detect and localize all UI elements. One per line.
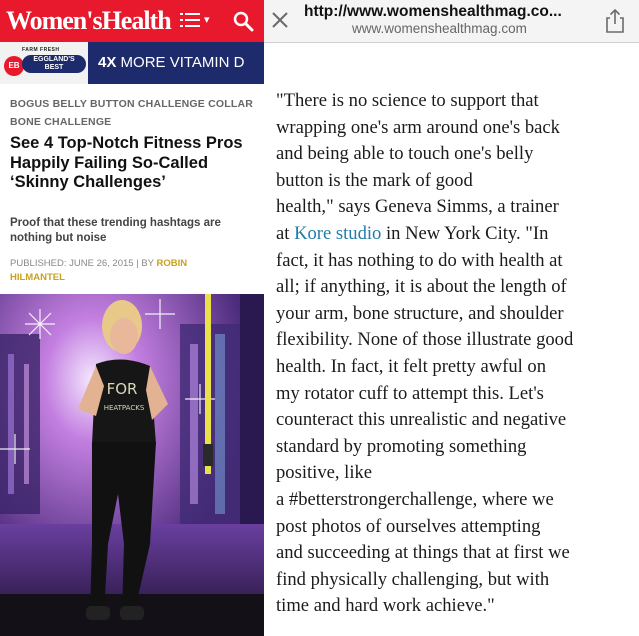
article-line: counteract this unrealistic and negative <box>276 409 567 431</box>
shirt-text-bottom: HEATPACKS <box>103 404 145 412</box>
ad-banner[interactable] <box>0 42 264 84</box>
article-line: wrapping one's arm around one's back <box>276 116 560 138</box>
shirt-text-top: FOR <box>106 380 138 398</box>
chevron-down-icon[interactable]: ▾ <box>204 14 210 26</box>
article-line: positive, like <box>276 462 373 484</box>
article-body <box>276 88 628 620</box>
article-line: flexibility. None of those illustrate good <box>276 329 574 351</box>
url-domain[interactable]: www.womenshealthmag.com <box>352 21 527 36</box>
link-prefix: at <box>276 222 295 244</box>
ad-headline <box>88 42 264 84</box>
article-line: and succeeding at things that at first we <box>276 542 570 564</box>
article-line: health," says Geneva Simms, a trainer <box>276 196 559 218</box>
url-title[interactable]: http://www.womenshealthmag.co... <box>304 3 562 20</box>
article-dek: Proof that these trending hashtags are nothing but noise <box>10 217 221 244</box>
article-line: your arm, bone structure, and shoulder <box>276 302 564 324</box>
article-line: fact, it has nothing to do with health at <box>276 249 563 271</box>
article-line: my rotator cuff to attempt this. Let's <box>276 382 544 404</box>
byline-separator: | <box>136 258 139 269</box>
author-last-name[interactable]: HILMANTEL <box>10 272 65 283</box>
ad-headline-bold: 4X <box>98 54 117 71</box>
menu-icon[interactable] <box>180 12 200 28</box>
ad-brand-line2: BEST <box>44 64 64 71</box>
link-suffix: in New York City. "In <box>381 222 549 244</box>
article-line: health. In fact, it felt pretty awful on <box>276 355 547 377</box>
article-line: a #betterstrongerchallenge, where we <box>276 488 554 510</box>
article-line: standard by promoting something <box>276 435 527 457</box>
mobile-article-screen <box>0 0 264 636</box>
published-date: PUBLISHED: JUNE 26, 2015 <box>10 258 134 269</box>
article-line: and being able to touch one's belly <box>276 143 534 165</box>
author-first-name[interactable]: ROBIN <box>156 258 188 269</box>
article-line: post photos of ourselves attempting <box>276 515 541 537</box>
article-line: time and hard work achieve." <box>276 595 495 617</box>
article-line: all; if anything, it is about the length of <box>276 276 567 298</box>
article-line: find physically challenging, but with <box>276 568 550 590</box>
byline-by: BY <box>141 258 154 269</box>
article-category[interactable]: BOGUS BELLY BUTTON CHALLENGE COLLAR BONE CHALLENGE <box>10 98 254 128</box>
site-logo[interactable]: Women'sHealth <box>6 6 171 35</box>
site-header <box>0 0 264 42</box>
browser-address-bar <box>264 0 639 43</box>
article-headline: See 4 Top-Notch Fitness Pros Happily Failing So-Called ‘Skinny Challenges’ <box>10 134 243 191</box>
search-icon[interactable] <box>232 10 254 32</box>
article-photo[interactable] <box>0 294 264 636</box>
article-line: button is the mark of good <box>276 169 473 191</box>
ad-brand-logo <box>22 55 86 73</box>
ad-brand-line1: EGGLAND'S <box>33 56 75 63</box>
article-byline <box>10 257 262 285</box>
browser-screen <box>264 0 639 636</box>
ad-farm-fresh: FARM FRESH <box>22 47 60 53</box>
kore-studio-link[interactable]: Kore studio <box>294 222 382 244</box>
ad-badge: EB <box>4 56 24 76</box>
article-line-with-link <box>276 221 628 248</box>
article-line: "There is no science to support that <box>276 90 539 111</box>
ad-brand-area <box>0 42 92 84</box>
ad-headline-rest: MORE VITAMIN D <box>120 54 245 71</box>
share-icon[interactable] <box>604 8 626 34</box>
close-icon[interactable] <box>270 10 290 30</box>
